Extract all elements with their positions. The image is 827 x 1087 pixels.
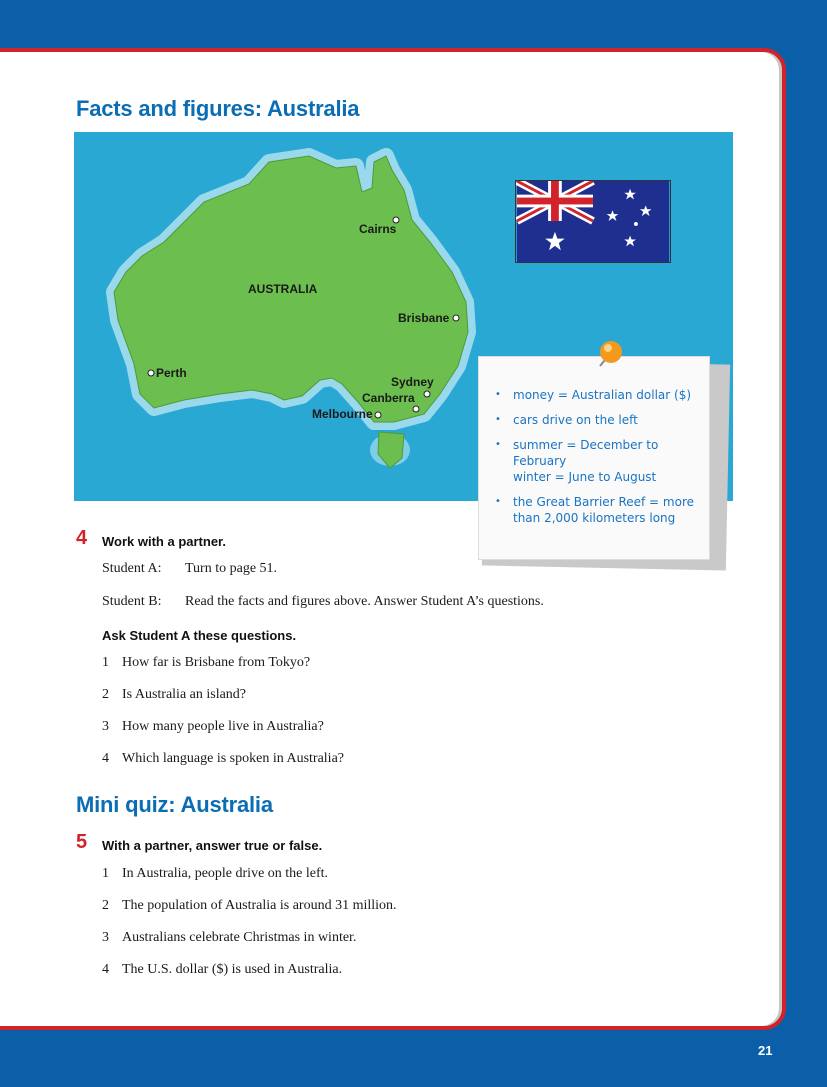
question-text: How far is Brisbane from Tokyo? [122, 655, 311, 670]
quiz-item-text: Australians celebrate Christmas in winter. [122, 930, 357, 945]
question-text: Is Australia an island? [122, 687, 247, 702]
question-number: 1 [102, 655, 109, 670]
note-item-cars [493, 412, 699, 428]
student-a-label: Student A: [102, 561, 162, 576]
city-label-sydney: Sydney [391, 375, 434, 389]
facts-note [478, 356, 710, 560]
sydney-dot [424, 391, 430, 397]
note-item-reef [493, 494, 699, 526]
question-number: 4 [102, 751, 109, 766]
note-item-text: cars drive on the left [513, 413, 638, 427]
facts-heading: Facts and figures: Australia [76, 96, 360, 121]
exercise-4-number: 4 [76, 527, 88, 549]
note-item-subtext: winter = June to August [513, 470, 657, 484]
note-item-money [493, 387, 699, 403]
page-number: 21 [758, 1043, 773, 1058]
country-label: AUSTRALIA [248, 282, 318, 296]
quiz-item-text: The population of Australia is around 31 million. [122, 898, 397, 913]
brisbane-dot [453, 315, 459, 321]
melbourne-dot [375, 412, 381, 418]
quiz-item-number: 3 [102, 930, 109, 945]
quiz-item-number: 1 [102, 866, 109, 881]
union-jack [517, 181, 593, 221]
exercise-4-title: Work with a partner. [102, 534, 227, 549]
question-number: 3 [102, 719, 109, 734]
city-label-melbourne: Melbourne [312, 407, 373, 421]
student-b-label: Student B: [102, 594, 162, 609]
ask-questions-title: Ask Student A these questions. [102, 628, 297, 643]
perth-dot [148, 370, 154, 376]
quiz-item-number: 2 [102, 898, 109, 913]
city-label-canberra: Canberra [362, 391, 415, 405]
question-text: How many people live in Australia? [122, 719, 324, 734]
exercise-5-number: 5 [76, 831, 88, 853]
question-text: Which language is spoken in Australia? [122, 751, 344, 766]
exercise-5-title: With a partner, answer true or false. [102, 838, 323, 853]
pushpin-icon [597, 339, 625, 367]
canberra-dot [413, 406, 419, 412]
city-label-cairns: Cairns [359, 222, 397, 236]
note-item-text: the Great Barrier Reef = more than 2,000 kilometers long [513, 495, 694, 525]
student-a-text: Turn to page 51. [185, 561, 278, 576]
note-item-text: money = Australian dollar ($) [513, 388, 692, 402]
city-label-perth: Perth [156, 366, 187, 380]
student-b-text: Read the facts and figures above. Answer Student A’s questions. [185, 594, 544, 609]
note-item-seasons [493, 437, 699, 485]
quiz-item-text: In Australia, people drive on the left. [122, 866, 329, 881]
city-label-brisbane: Brisbane [398, 311, 450, 325]
question-number: 2 [102, 687, 109, 702]
australian-flag-icon [515, 180, 671, 263]
quiz-item-number: 4 [102, 962, 109, 977]
quiz-item-text: The U.S. dollar ($) is used in Australia. [122, 962, 343, 977]
note-item-text: summer = December to February [513, 438, 659, 468]
quiz-heading: Mini quiz: Australia [76, 792, 273, 817]
